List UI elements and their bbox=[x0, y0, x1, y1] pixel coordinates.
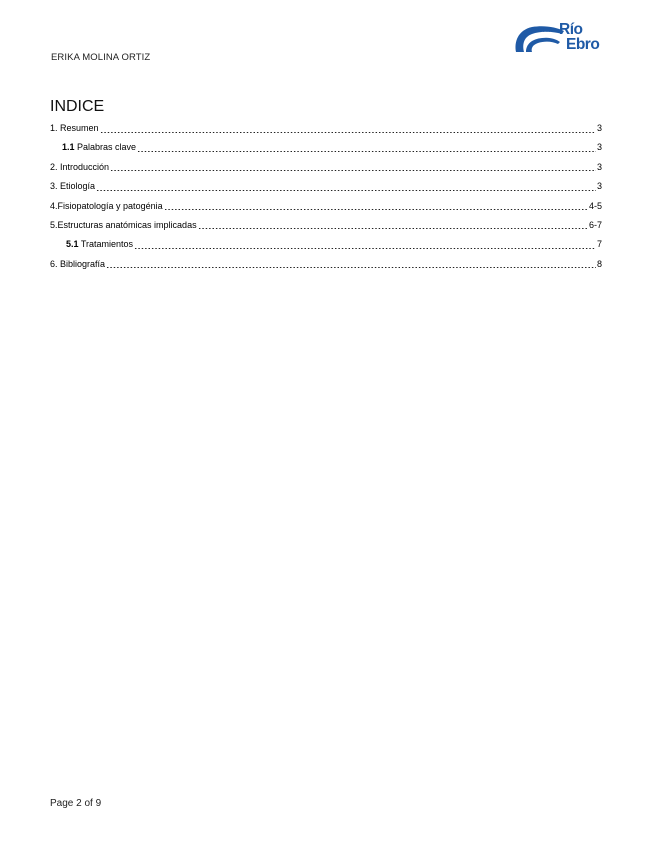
toc-item-bibliografia[interactable] bbox=[50, 258, 602, 277]
page-number: Page 2 of 9 bbox=[50, 798, 102, 809]
toc-leader bbox=[110, 161, 596, 173]
toc-leader bbox=[164, 200, 588, 212]
toc-item-page: 3 bbox=[596, 181, 602, 192]
toc-leader bbox=[96, 180, 596, 192]
toc-leader bbox=[137, 141, 596, 153]
toc-item-page: 7 bbox=[596, 239, 602, 250]
toc-leader bbox=[198, 219, 588, 231]
toc-item-estructuras[interactable] bbox=[50, 219, 602, 238]
toc-item-page: 8 bbox=[596, 258, 602, 269]
toc-item-tratamientos[interactable] bbox=[50, 238, 602, 257]
toc-item-introduccion[interactable] bbox=[50, 161, 602, 180]
logo-line2: Ebro bbox=[566, 36, 600, 53]
logo-line1: Río bbox=[559, 21, 583, 38]
table-of-contents bbox=[50, 122, 602, 277]
toc-item-fisiopatologia[interactable] bbox=[50, 200, 602, 219]
toc-leader bbox=[134, 238, 596, 250]
toc-item-resumen[interactable] bbox=[50, 122, 602, 141]
header-author: ERIKA MOLINA ORTIZ bbox=[51, 52, 151, 63]
logo-prefix: C.I.F.P bbox=[531, 28, 554, 34]
toc-item-label: 2. Introducción bbox=[50, 161, 110, 172]
toc-item-page: 3 bbox=[596, 123, 602, 133]
toc-item-page: 3 bbox=[596, 142, 602, 153]
toc-item-label: 3. Etiología bbox=[50, 181, 96, 192]
toc-item-label: 1. Resumen bbox=[50, 123, 99, 133]
toc-item-etiologia[interactable] bbox=[50, 180, 602, 199]
toc-item-label: 1.1 Palabras clave bbox=[62, 142, 137, 153]
school-logo bbox=[512, 22, 607, 56]
toc-title: INDICE bbox=[50, 98, 105, 115]
toc-item-palabras-clave[interactable] bbox=[50, 141, 602, 160]
toc-item-page: 4-5 bbox=[588, 200, 602, 211]
toc-leader bbox=[100, 122, 596, 134]
toc-item-page: 3 bbox=[596, 161, 602, 172]
toc-item-label: 4.Fisiopatología y patogénia bbox=[50, 200, 163, 211]
toc-item-label: 6. Bibliografía bbox=[50, 258, 106, 269]
toc-item-page: 6-7 bbox=[588, 219, 602, 230]
toc-item-label: 5.Estructuras anatómicas implicadas bbox=[50, 219, 197, 230]
toc-leader bbox=[106, 258, 596, 270]
toc-item-label: 5.1 Tratamientos bbox=[66, 239, 134, 250]
